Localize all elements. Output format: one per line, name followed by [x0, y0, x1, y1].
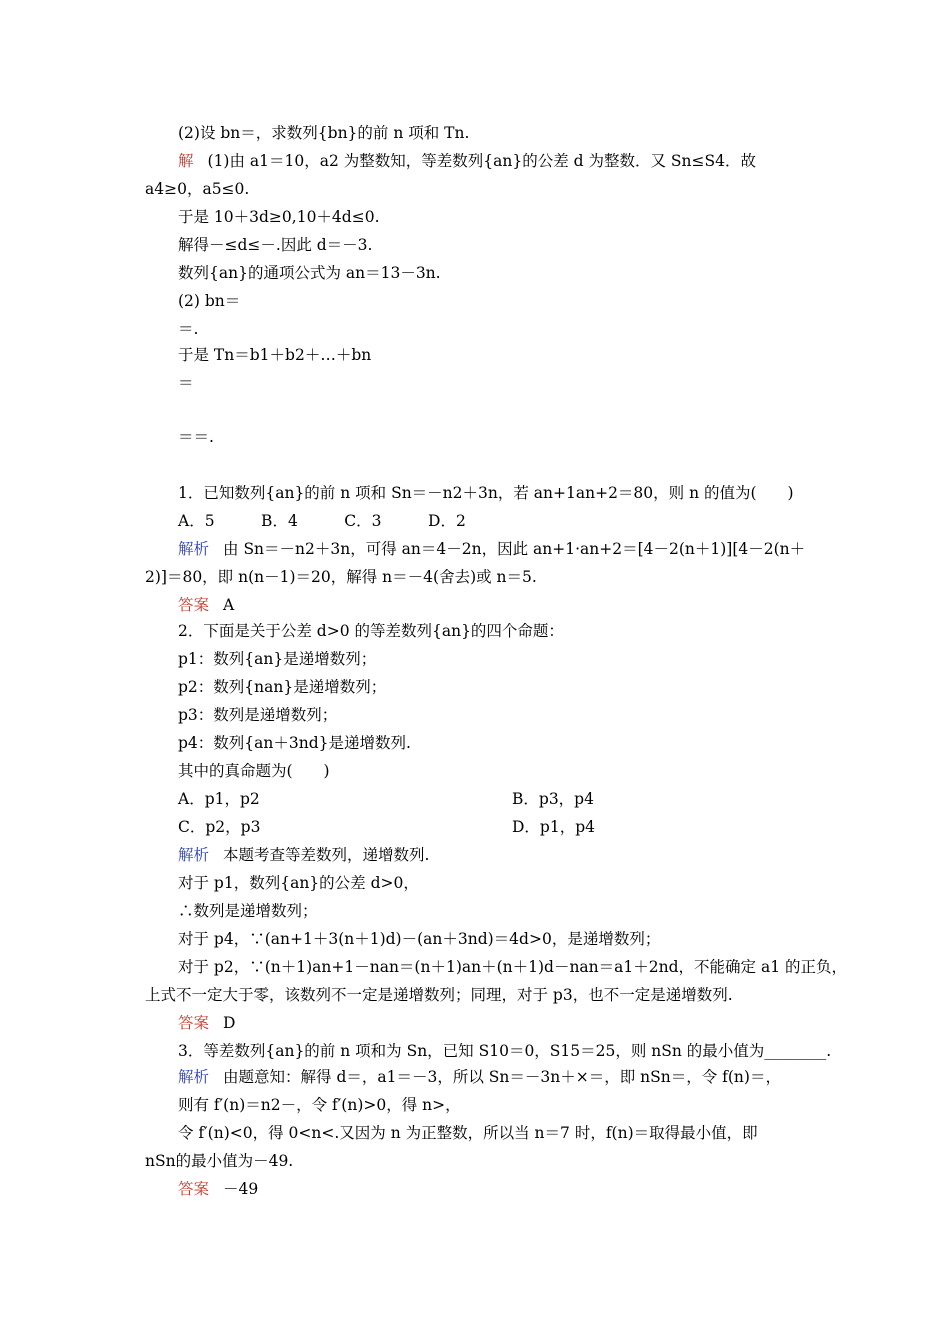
option-a: A．p1，p2	[178, 790, 260, 808]
question-3: 3．等差数列{an}的前 n 项和为 Sn，已知 S10＝0，S15＝25，则 nSn 的最小值为________.	[178, 1042, 832, 1060]
line-text: 由题意知：解得 d＝，a1＝－3，所以 Sn＝－3n＋×＝，即 nSn＝，令 f(n)＝，	[223, 1068, 781, 1086]
question-2: 2．下面是关于公差 d>0 的等差数列{an}的四个命题：	[178, 622, 564, 640]
line-text: 由 Sn＝－n2＋3n，可得 an＝4－2n，因此 an+1·an+2＝[4－2(n＋1)][4－2(n＋	[223, 540, 806, 558]
text-line: ＝	[178, 374, 194, 392]
text-line: 2)]＝80，即 n(n－1)＝20，解得 n＝－4(舍去)或 n＝5.	[145, 568, 537, 586]
answer-value: D	[223, 1014, 236, 1032]
analysis-label: 解析	[178, 1068, 210, 1086]
text-line: 令 f′(n)<0，得 0<n<.又因为 n 为正整数，所以当 n＝7 时，f(n)＝取得最小值，即	[178, 1124, 758, 1142]
proposition-p1: p1：数列{an}是递增数列；	[178, 650, 377, 668]
text-line	[178, 538, 805, 560]
answer-value: －49	[223, 1180, 259, 1198]
option-c: C．p2，p3	[178, 818, 261, 836]
option-d: D．p1，p4	[512, 818, 595, 836]
text-line: 对于 p2，∵(n＋1)an+1－nan＝(n＋1)an＋(n＋1)d－nan＝a1＋2nd，不能确定 a1 的正负，	[178, 958, 847, 976]
text-line: nSn的最小值为－49.	[145, 1152, 294, 1170]
question-1: 1．已知数列{an}的前 n 项和 Sn＝－n2＋3n，若 an+1an+2＝80，则 n 的值为( )	[178, 484, 794, 502]
text-line: 上式不一定大于零，该数列不一定是递增数列；同理，对于 p3，也不一定是递增数列.	[145, 986, 733, 1004]
text-line: (2)设 bn＝，求数列{bn}的前 n 项和 Tn.	[178, 124, 470, 142]
text-line: ＝＝.	[178, 428, 214, 446]
analysis-label: 解析	[178, 846, 210, 864]
proposition-p3: p3：数列是递增数列；	[178, 706, 338, 724]
text-line: a4≥0，a5≤0.	[145, 180, 250, 198]
text-line	[178, 1178, 258, 1200]
analysis-label: 解析	[178, 540, 210, 558]
text-line	[178, 1066, 781, 1088]
text-line	[178, 150, 756, 172]
text-line	[178, 1012, 235, 1034]
text-line: 解得－≤d≤－.因此 d＝－3.	[178, 236, 373, 254]
text-line: 数列{an}的通项公式为 an＝13－3n.	[178, 264, 441, 282]
line-text: (1)由 a1＝10，a2 为整数知，等差数列{an}的公差 d 为整数．又 Sn≤S4．故	[207, 152, 756, 170]
option-b: B．p3，p4	[512, 790, 594, 808]
solution-label: 解	[178, 152, 194, 170]
text-line: ∴数列是递增数列；	[178, 902, 318, 920]
answer-value: A	[223, 596, 235, 614]
answer-label: 答案	[178, 1180, 210, 1198]
text-line: 对于 p1，数列{an}的公差 d>0，	[178, 874, 419, 892]
answer-label: 答案	[178, 596, 210, 614]
answer-label: 答案	[178, 1014, 210, 1032]
text-line	[178, 844, 429, 866]
text-line: 于是 10＋3d≥0,10＋4d≤0.	[178, 208, 380, 226]
text-line: (2) bn＝	[178, 292, 241, 310]
text-line: 对于 p4，∵(an+1＋3(n＋1)d)－(an＋3nd)＝4d>0，是递增数列；	[178, 930, 661, 948]
line-text: 本题考查等差数列，递增数列.	[223, 846, 430, 864]
text-line: ＝.	[178, 320, 199, 338]
text-line: 于是 Tn＝b1＋b2＋…＋bn	[178, 346, 372, 364]
text-line: 其中的真命题为( )	[178, 762, 330, 780]
text-line: 则有 f′(n)＝n2－，令 f′(n)>0，得 n>，	[178, 1096, 461, 1114]
proposition-p4: p4：数列{an＋3nd}是递增数列.	[178, 734, 411, 752]
question-1-options: A．5 B．4 C．3 D．2	[178, 512, 466, 530]
text-line	[178, 594, 234, 616]
proposition-p2: p2：数列{nan}是递增数列；	[178, 678, 387, 696]
